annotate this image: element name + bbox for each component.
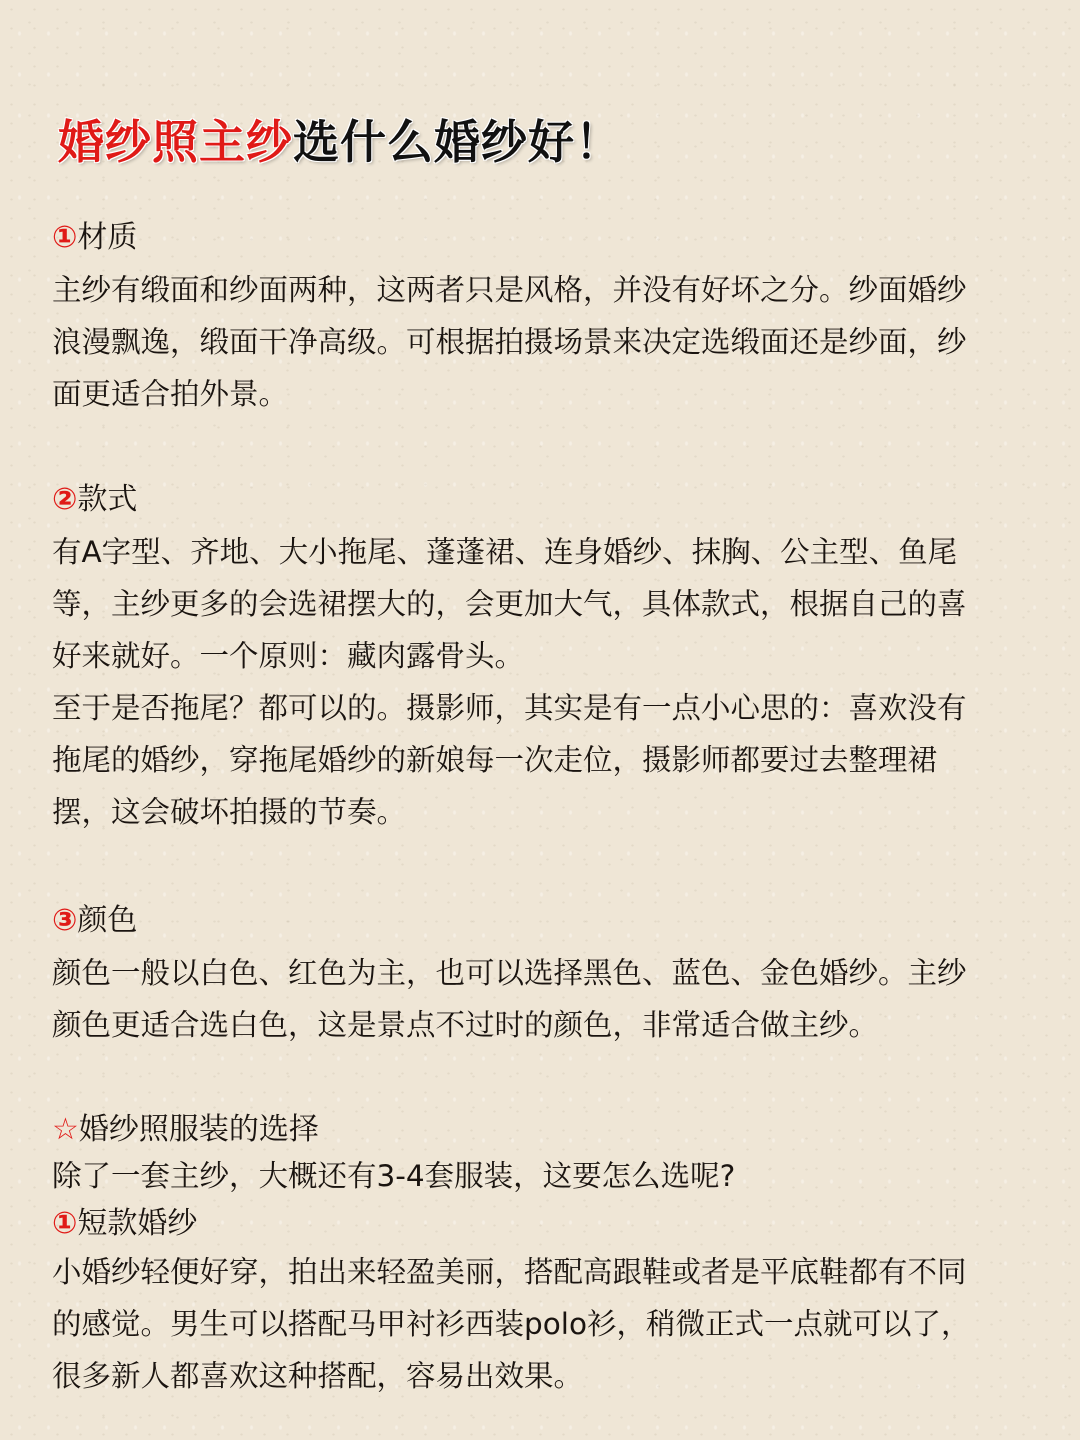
section-heading <box>52 903 984 939</box>
sub-heading <box>52 1206 984 1242</box>
section-body-extra: 至于是否拖尾？都可以的。摄影师，其实是有一点小心思的：喜欢没有拖尾的婚纱，穿拖尾婚纱的新娘每一次走位，摄影师都要过去整理裙摆，这会破坏拍摄的节奏。 <box>52 691 967 829</box>
section-heading-label: 款式 <box>77 482 138 517</box>
section-heading-label: 颜色 <box>77 903 138 938</box>
section-body: 主纱有缎面和纱面两种，这两者只是风格，并没有好坏之分。纱面婚纱浪漫飘逸，缎面干净高级。可根据拍摄场景来决定选缎面还是纱面，纱面更适合拍外景。 <box>52 273 967 411</box>
section-color <box>52 903 984 1051</box>
outfits-intro: 除了一套主纱，大概还有3-4套服装，这要怎么选呢? <box>52 1159 736 1193</box>
section-heading <box>52 220 984 256</box>
section-heading <box>52 1112 984 1148</box>
star-icon: ☆ <box>52 1112 79 1147</box>
sub-section-body: 小婚纱轻便好穿，拍出来轻盈美丽，搭配高跟鞋或者是平底鞋都有不同的感觉。男生可以搭配马甲衬衫西装polo衫，稍微正式一点就可以了，很多新人都喜欢这种搭配，容易出效果。 <box>52 1255 971 1393</box>
section-material <box>52 220 984 420</box>
section-heading-label: 材质 <box>77 220 138 255</box>
number-marker: ② <box>52 482 78 517</box>
section-body: 颜色一般以白色、红色为主，也可以选择黑色、蓝色、金色婚纱。主纱颜色更适合选白色，这是景点不过时的颜色，非常适合做主纱。 <box>52 956 967 1042</box>
section-outfits <box>52 1112 984 1402</box>
number-marker: ① <box>52 220 78 255</box>
number-marker: ① <box>52 1206 78 1241</box>
sub-heading-label: 短款婚纱 <box>77 1206 198 1241</box>
page-title <box>58 106 622 172</box>
section-heading <box>52 482 984 518</box>
section-style <box>52 482 984 838</box>
number-marker: ③ <box>52 903 78 938</box>
section-heading-label: 婚纱照服装的选择 <box>78 1112 319 1147</box>
title-rest: 选什么婚纱好！ <box>293 115 622 169</box>
title-highlight: 婚纱照主纱 <box>58 115 293 169</box>
section-body: 有A字型、齐地、大小拖尾、蓬蓬裙、连身婚纱、抹胸、公主型、鱼尾等，主纱更多的会选裙摆大的，会更加大气，具体款式，根据自己的喜好来就好。一个原则：藏肉露骨头。 <box>52 535 967 673</box>
